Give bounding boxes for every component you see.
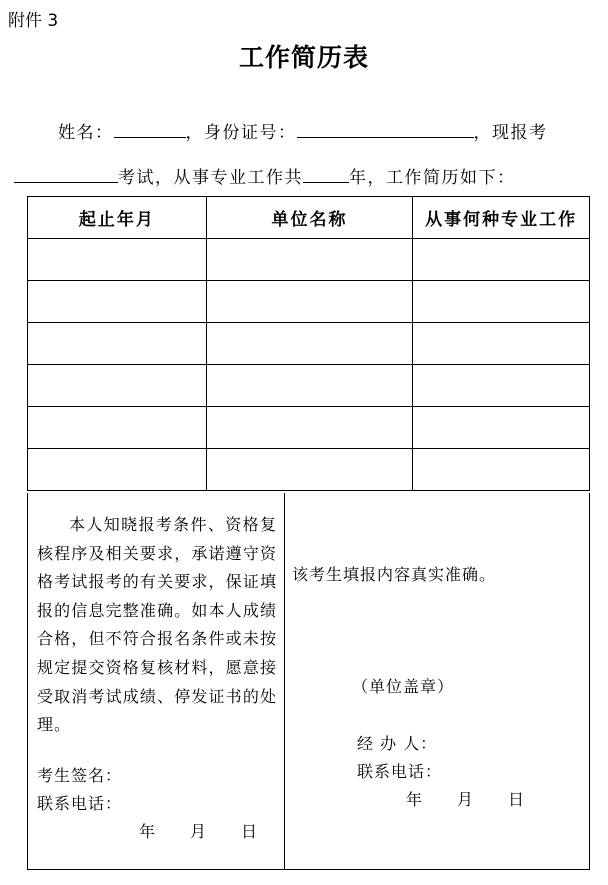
years-field[interactable] — [303, 166, 349, 183]
table-cell[interactable] — [28, 407, 207, 449]
table-cell[interactable] — [206, 449, 413, 491]
unit-date-label: 年 月 日 — [406, 790, 526, 809]
table-row — [28, 407, 590, 449]
name-field[interactable] — [114, 121, 186, 138]
column-header-period: 起止年月 — [28, 197, 207, 239]
table-cell[interactable] — [413, 281, 590, 323]
table-cell[interactable] — [206, 281, 413, 323]
table-cell[interactable] — [28, 281, 207, 323]
table-cell[interactable] — [28, 239, 207, 281]
table-cell[interactable] — [28, 449, 207, 491]
candidate-phone-label: 联系电话： — [37, 794, 123, 813]
years-label: 年，工作简历如下： — [349, 168, 516, 188]
table-row — [28, 365, 590, 407]
column-header-unit: 单位名称 — [206, 197, 413, 239]
unit-seal-label: （单位盖章） — [352, 677, 455, 696]
intro-line-1 — [58, 118, 548, 143]
table-cell[interactable] — [206, 365, 413, 407]
id-number-field[interactable] — [297, 121, 474, 138]
table-cell[interactable] — [413, 407, 590, 449]
table-row — [28, 281, 590, 323]
table-cell[interactable] — [413, 449, 590, 491]
signature-label: 考生签名： — [37, 766, 123, 785]
table-cell[interactable] — [413, 239, 590, 281]
work-history-table — [27, 196, 590, 491]
table-cell[interactable] — [206, 239, 413, 281]
unit-phone-label: 联系电话： — [357, 762, 443, 781]
table-cell[interactable] — [206, 323, 413, 365]
page-title: 工作简历表 — [238, 43, 369, 72]
table-header-row — [28, 197, 590, 239]
table-row — [28, 239, 590, 281]
table-cell[interactable] — [28, 323, 207, 365]
section-divider — [284, 493, 285, 869]
id-label: ，身份证号： — [185, 123, 297, 143]
table-row — [28, 323, 590, 365]
table-cell[interactable] — [206, 407, 413, 449]
apply-label: ，现报考 — [473, 123, 548, 143]
candidate-date-label: 年 月 日 — [139, 822, 259, 841]
candidate-declaration: 本人知晓报考条件、资格复核程序及相关要求，承诺遵守资格考试报考的有关要求，保证填报的信息完整准确。如本人成绩合格，但不符合报名条件或未按规定提交资格复核材料，愿意接受取消考试成绩、停发证书的处理。 — [37, 515, 277, 735]
column-header-job: 从事何种专业工作 — [413, 197, 590, 239]
handler-label: 经 办 人： — [357, 734, 438, 753]
intro-line-2 — [14, 163, 516, 188]
confirmation-section — [27, 493, 590, 870]
table-cell[interactable] — [413, 365, 590, 407]
exam-name-field[interactable] — [14, 166, 118, 183]
name-label: 姓名： — [58, 123, 114, 143]
table-cell[interactable] — [413, 323, 590, 365]
table-cell[interactable] — [28, 365, 207, 407]
table-row — [28, 449, 590, 491]
attachment-label: 附件 3 — [8, 11, 59, 31]
exam-label: 考试，从事专业工作共 — [118, 168, 303, 188]
unit-verification-text: 该考生填报内容真实准确。 — [292, 565, 497, 584]
